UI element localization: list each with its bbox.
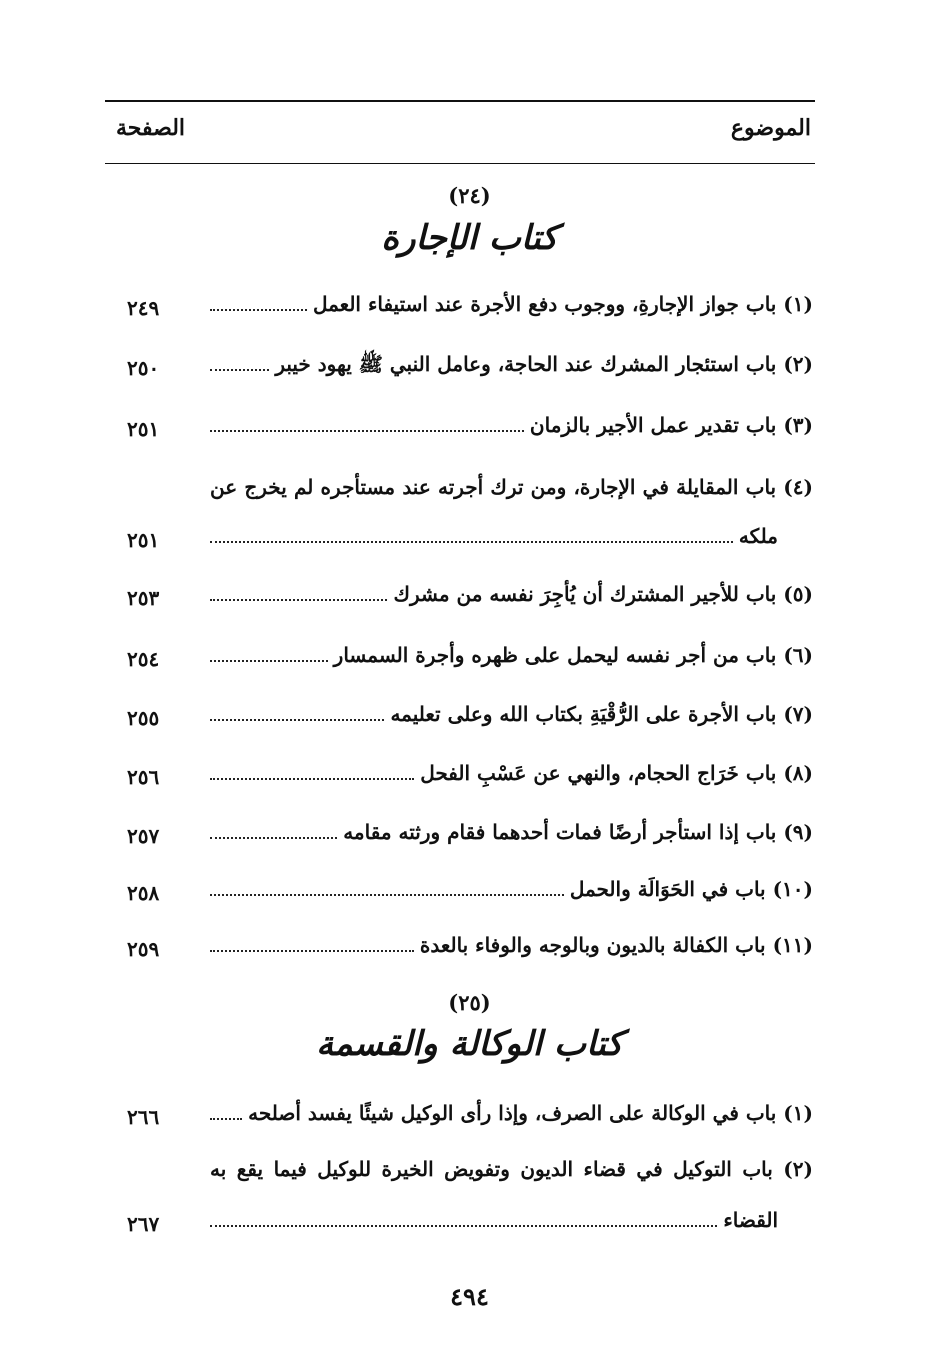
entry-page-number: ٢٥١ <box>127 417 160 441</box>
entry-page-number: ٢٥٧ <box>127 824 160 848</box>
toc-entry[interactable] <box>105 761 813 801</box>
toc-entry-multiline-first[interactable] <box>105 1157 813 1197</box>
leader-dots <box>210 940 414 952</box>
entry-page-number: ٢٥٦ <box>127 765 160 789</box>
leader-dots <box>210 884 564 896</box>
entry-text: (٥) باب للأجير المشترك أن يُأجِرَ نفسه من مشرك <box>393 582 813 606</box>
header-topic-label: الموضوع <box>730 115 811 141</box>
entry-text: (٢) باب التوكيل في قضاء الديون وتفويض الخيرة للوكيل فيما يقع به <box>210 1157 813 1181</box>
entry-text: (٩) باب إذا استأجر أرضًا فمات أحدهما فقام ورثته مقامه <box>343 820 813 844</box>
toc-entry[interactable] <box>105 413 813 453</box>
entry-text: (٨) باب خَرَاج الحجام، والنهي عن عَسْبِ الفحل <box>420 761 813 785</box>
leader-dots <box>210 1215 717 1227</box>
header-top-rule <box>105 100 815 102</box>
entry-continuation-text: القضاء <box>723 1208 778 1232</box>
entry-page-number: ٢٥٣ <box>127 586 160 610</box>
entry-page-number: ٢٤٩ <box>127 296 160 320</box>
entry-text: (٤) باب المقايلة في الإجارة، ومن ترك أجرته عند مستأجره لم يخرج عن <box>210 475 813 499</box>
entry-text: (٣) باب تقدير عمل الأجير بالزمان <box>529 413 813 437</box>
toc-entry[interactable] <box>105 352 813 392</box>
entry-text: (١٠) باب في الحَوَالَة والحمل <box>569 877 813 901</box>
leader-dots <box>210 709 384 721</box>
toc-entry[interactable] <box>105 702 813 742</box>
book-title: كتاب الإجارة <box>381 218 558 258</box>
header-bottom-rule <box>105 163 815 164</box>
leader-dots <box>210 531 733 543</box>
leader-dots <box>210 299 307 311</box>
entry-text: (٢) باب استئجار المشرك عند الحاجة، وعامل النبي ﷺ يهود خيبر <box>275 352 813 376</box>
leader-dots <box>210 589 387 601</box>
entry-page-number: ٢٥٨ <box>127 881 160 905</box>
entry-text: (١١) باب الكفالة بالديون وبالوجه والوفاء بالعدة <box>419 933 813 957</box>
page-folio-number: ٤٩٤ <box>450 1282 489 1311</box>
toc-entry[interactable] <box>105 643 813 683</box>
entry-continuation-text: ملكه <box>738 524 778 548</box>
leader-dots <box>210 827 337 839</box>
toc-entry-multiline-continuation[interactable] <box>105 524 813 564</box>
entry-text: (١) باب في الوكالة على الصرف، وإذا رأى الوكيل شيئًا يفسد أصلحه <box>248 1101 813 1125</box>
leader-dots <box>210 1108 242 1120</box>
toc-entry[interactable] <box>105 1101 813 1141</box>
leader-dots <box>210 650 328 662</box>
toc-entry-multiline-first[interactable] <box>105 475 813 515</box>
toc-entry[interactable] <box>105 820 813 860</box>
entry-text: (٧) باب الأجرة على الرُّقْيَةِ بكتاب الله وعلى تعليمه <box>390 702 813 726</box>
toc-entry[interactable] <box>105 933 813 973</box>
entry-page-number: ٢٥٤ <box>127 647 160 671</box>
entry-text: (١) باب جواز الإجارةِ، ووجوب دفع الأجرة عند استيفاء العمل <box>312 292 813 316</box>
entry-page-number: ٢٥٠ <box>127 356 160 380</box>
header-page-label: الصفحة <box>116 115 186 141</box>
toc-entry[interactable] <box>105 292 813 332</box>
toc-entry-multiline-continuation[interactable] <box>105 1208 813 1248</box>
leader-dots <box>210 359 269 371</box>
book-title: كتاب الوكالة والقسمة <box>316 1024 623 1064</box>
leader-dots <box>210 420 524 432</box>
entry-page-number: ٢٥٥ <box>127 706 160 730</box>
leader-dots <box>210 768 414 780</box>
toc-entry[interactable] <box>105 877 813 917</box>
entry-page-number: ٢٥٩ <box>127 937 160 961</box>
book-number: (٢٥) <box>448 990 491 1015</box>
toc-entry[interactable] <box>105 582 813 622</box>
book-number: (٢٤) <box>448 183 491 208</box>
entry-page-number: ٢٦٧ <box>127 1212 160 1236</box>
entry-page-number: ٢٦٦ <box>127 1105 160 1129</box>
entry-page-number: ٢٥١ <box>127 528 160 552</box>
entry-text: (٦) باب من أجر نفسه ليحمل على ظهره وأجرة السمسار <box>333 643 813 667</box>
